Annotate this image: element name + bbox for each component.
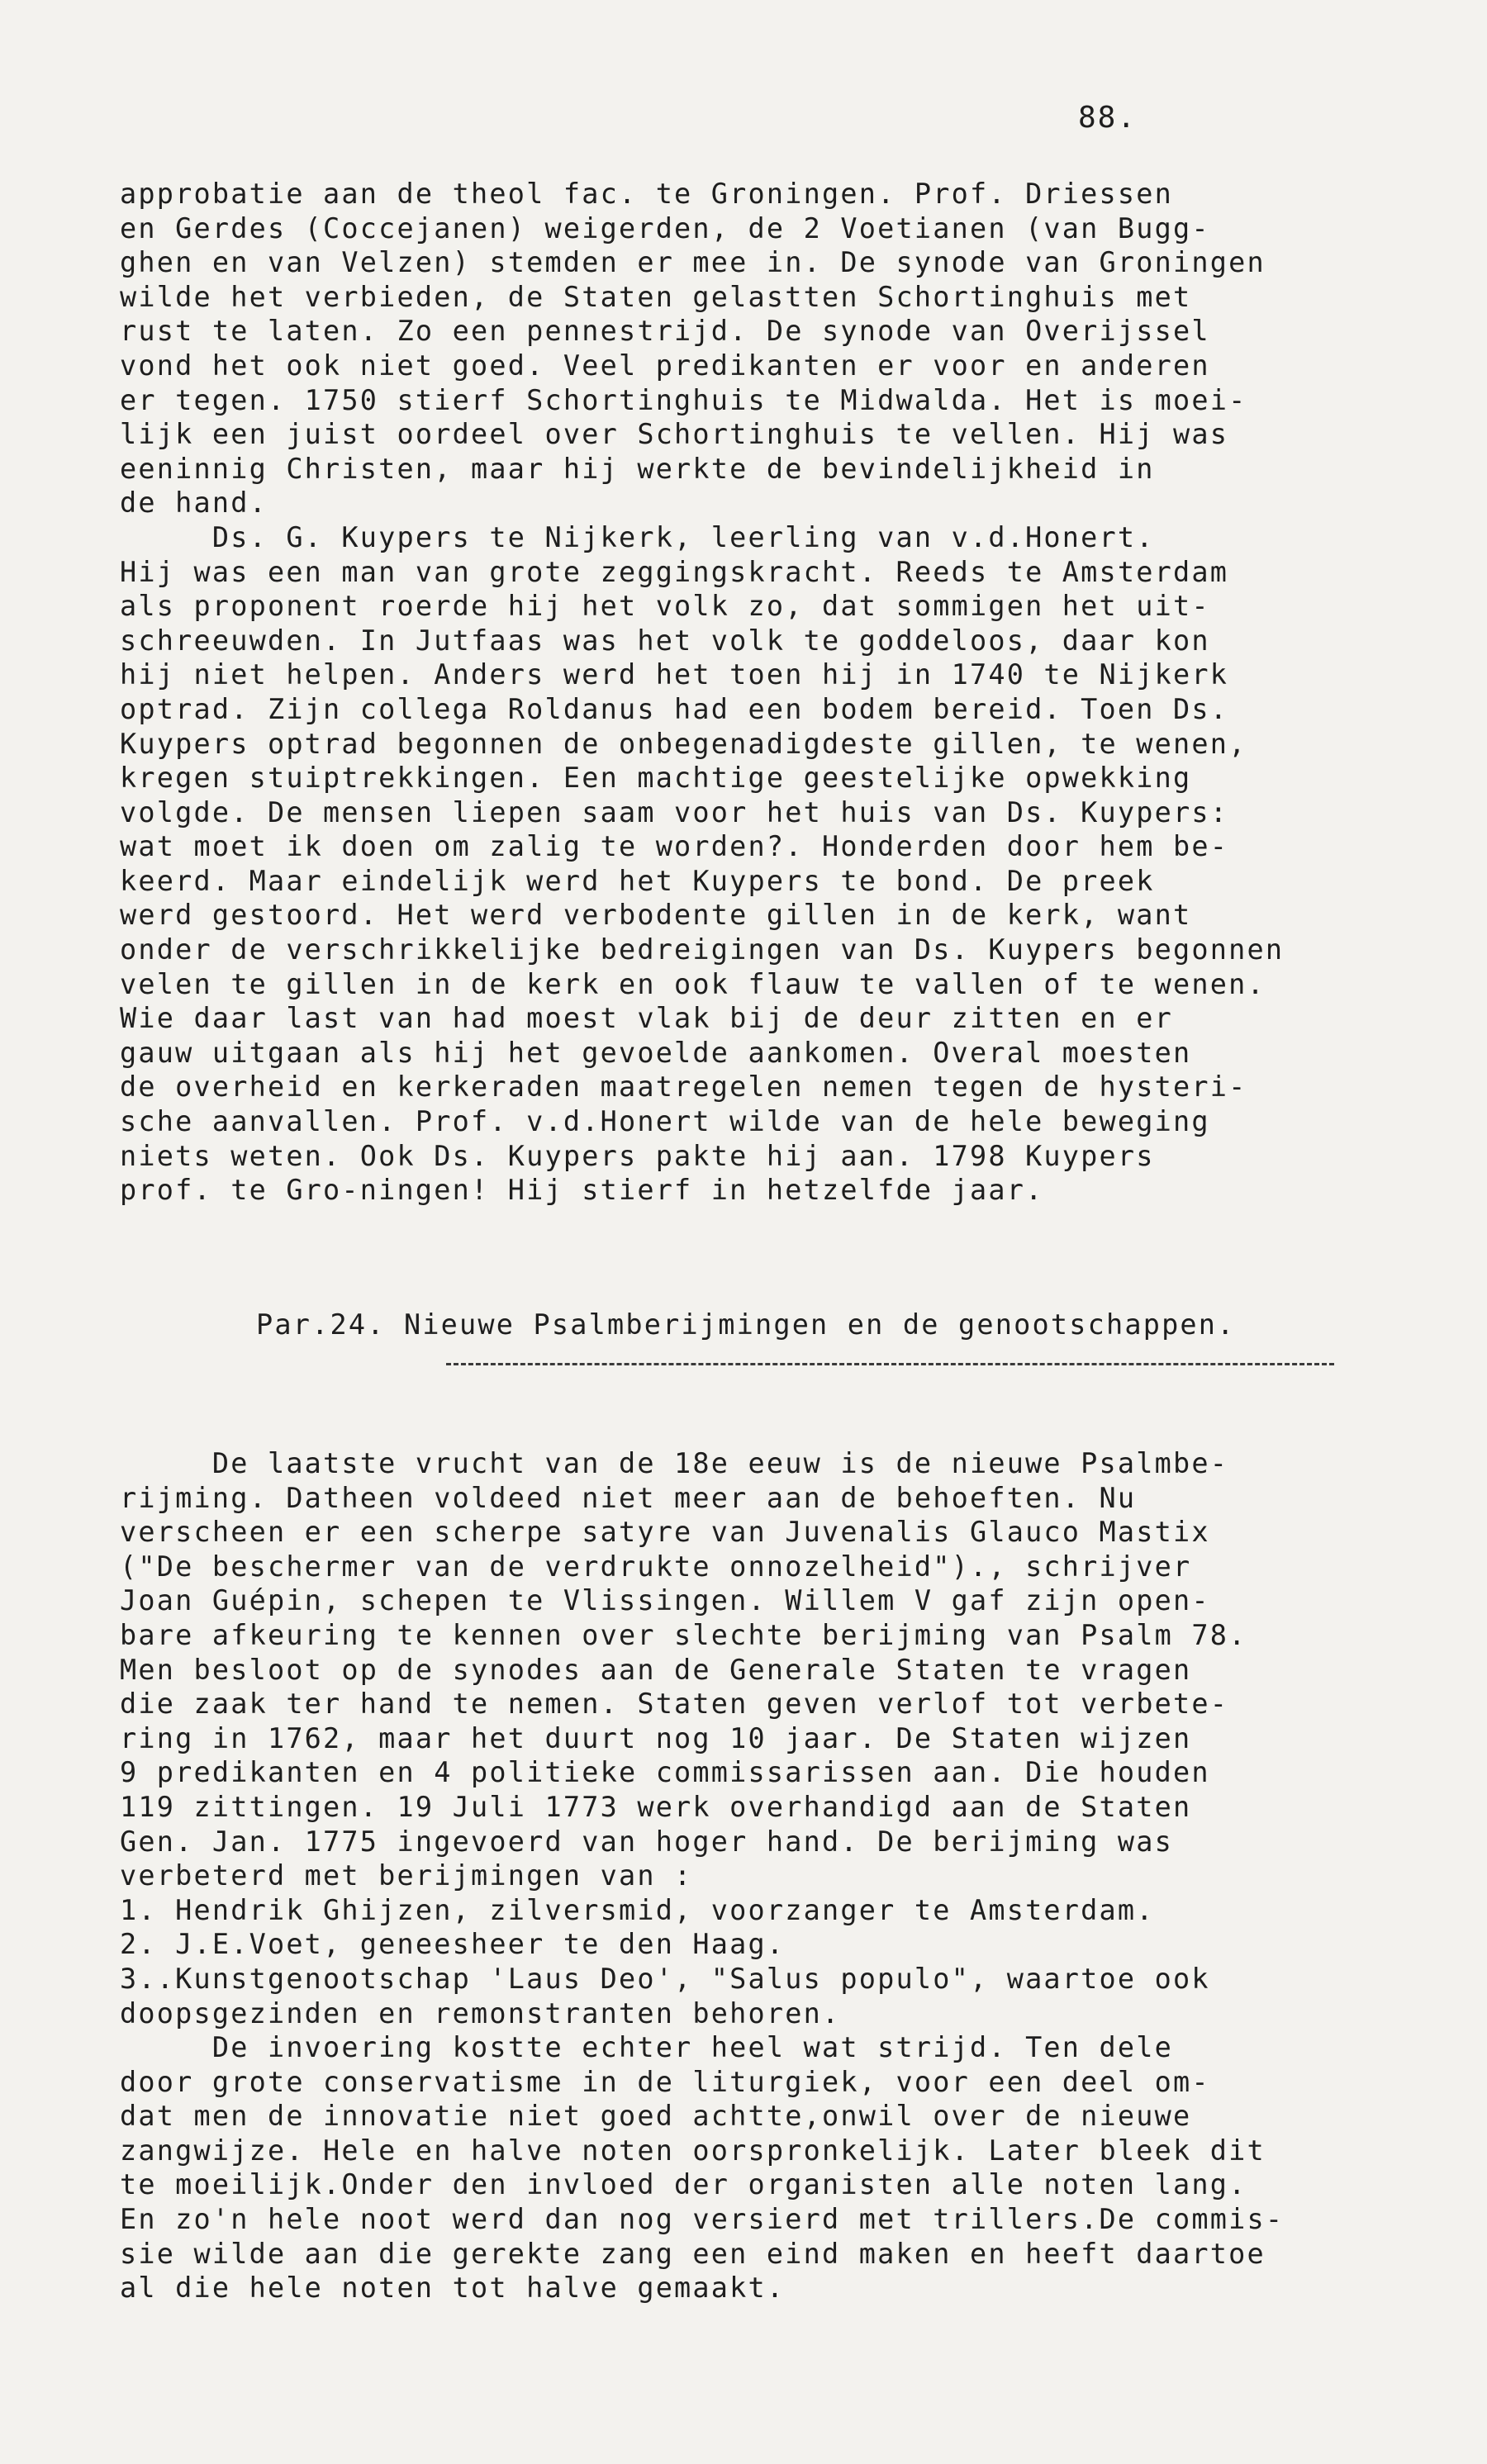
text-line: Men besloot op de synodes aan de Generale Staten te vragen bbox=[120, 1653, 1192, 1686]
text-line: verbeterd met berijmingen van : bbox=[120, 1859, 693, 1892]
text-block-top bbox=[120, 177, 1450, 1208]
text-line: Joan Guépin, schepen te Vlissingen. Willem V gaf zijn open- bbox=[120, 1584, 1210, 1617]
text-line: 9 predikanten en 4 politieke commissarissen aan. Die houden bbox=[120, 1756, 1210, 1789]
text-line: sie wilde aan die gerekte zang een eind maken en heeft daartoe bbox=[120, 2237, 1266, 2270]
text-line: De invoering kostte echter heel wat strijd. Ten dele bbox=[120, 2031, 1174, 2064]
text-line: velen te gillen in de kerk en ook flauw te vallen of te wenen. bbox=[120, 967, 1266, 1000]
section-heading: Par.24. Nieuwe Psalmberijmingen en de genootschappen. bbox=[256, 1308, 1236, 1341]
text-line: kregen stuiptrekkingen. Een machtige geestelijke opwekking bbox=[120, 762, 1192, 795]
text-line: keerd. Maar eindelijk werd het Kuypers te bond. De preek bbox=[120, 864, 1155, 897]
text-line: bare afkeuring te kennen over slechte berijming van Psalm 78. bbox=[120, 1618, 1247, 1651]
text-line: ring in 1762, maar het duurt nog 10 jaar. De Staten wijzen bbox=[120, 1721, 1192, 1754]
text-line: schreeuwden. In Jutfaas was het volk te goddeloos, daar kon bbox=[120, 624, 1210, 657]
text-line: de hand. bbox=[120, 487, 268, 520]
text-line: wat moet ik doen om zalig te worden?. Honderden door hem be- bbox=[120, 830, 1229, 863]
text-line: verscheen er een scherpe satyre van Juvenalis Glauco Mastix bbox=[120, 1516, 1210, 1549]
page-number: 88. bbox=[1078, 101, 1138, 135]
text-line: niets weten. Ook Ds. Kuypers pakte hij aan. 1798 Kuypers bbox=[120, 1139, 1155, 1172]
text-line: lijk een juist oordeel over Schortinghuis te vellen. Hij was bbox=[120, 418, 1229, 451]
text-line: zangwijze. Hele en halve noten oorspronkelijk. Later bleek dit bbox=[120, 2134, 1266, 2167]
text-line: de overheid en kerkeraden maatregelen nemen tegen de hysteri- bbox=[120, 1071, 1247, 1104]
text-line: Kuypers optrad begonnen de onbegenadigdeste gillen, te wenen, bbox=[120, 727, 1247, 760]
text-line: onder de verschrikkelijke bedreigingen van Ds. Kuypers begonnen bbox=[120, 933, 1285, 966]
text-line: approbatie aan de theol fac. te Groningen. Prof. Driessen bbox=[120, 178, 1174, 210]
heading-underline bbox=[446, 1363, 1334, 1365]
text-line: 2. J.E.Voet, geneesheer te den Haag. bbox=[120, 1928, 786, 1961]
text-line: sche aanvallen. Prof. v.d.Honert wilde van de hele beweging bbox=[120, 1105, 1210, 1138]
text-line: ("De beschermer van de verdrukte onnozelheid")., schrijver bbox=[120, 1550, 1192, 1583]
text-line: werd gestoord. Het werd verbodente gillen in de kerk, want bbox=[120, 899, 1192, 932]
text-line: De laatste vrucht van de 18e eeuw is de nieuwe Psalmbe- bbox=[120, 1447, 1229, 1479]
text-line: als proponent roerde hij het volk zo, dat sommigen het uit- bbox=[120, 590, 1210, 623]
text-line: 119 zittingen. 19 Juli 1773 werk overhandigd aan de Staten bbox=[120, 1790, 1192, 1823]
text-line: Ds. G. Kuypers te Nijkerk, leerling van v.d.Honert. bbox=[120, 520, 1155, 553]
text-line: er tegen. 1750 stierf Schortinghuis te Midwalda. Het is moei- bbox=[120, 383, 1247, 416]
text-line: eeninnig Christen, maar hij werkte de bevindelijkheid in bbox=[120, 452, 1155, 485]
text-line: dat men de innovatie niet goed achtte,onwil over de nieuwe bbox=[120, 2100, 1192, 2133]
text-line: al die hele noten tot halve gemaakt. bbox=[120, 2272, 786, 2305]
text-line: 1. Hendrik Ghijzen, zilversmid, voorzanger te Amsterdam. bbox=[120, 1893, 1155, 1926]
text-line: vond het ook niet goed. Veel predikanten er voor en anderen bbox=[120, 349, 1210, 382]
text-line: doopsgezinden en remonstranten behoren. bbox=[120, 1996, 841, 2030]
text-line: en Gerdes (Coccejanen) weigerden, de 2 Voetianen (van Bugg- bbox=[120, 211, 1210, 245]
text-line: En zo'n hele noot werd dan nog versierd met trillers.De commis- bbox=[120, 2203, 1285, 2236]
text-line: optrad. Zijn collega Roldanus had een bodem bereid. Toen Ds. bbox=[120, 692, 1229, 725]
text-line: wilde het verbieden, de Staten gelastten Schortinghuis met bbox=[120, 280, 1192, 313]
text-line: Wie daar last van had moest vlak bij de deur zitten en er bbox=[120, 1002, 1174, 1035]
text-line: 3..Kunstgenootschap 'Laus Deo', "Salus populo", waartoe ook bbox=[120, 1962, 1210, 1995]
text-line: door grote conservatisme in de liturgiek, voor een deel om- bbox=[120, 2065, 1210, 2098]
text-line: Hij was een man van grote zeggingskracht. Reeds te Amsterdam bbox=[120, 555, 1229, 588]
text-line: volgde. De mensen liepen saam voor het huis van Ds. Kuypers: bbox=[120, 795, 1229, 828]
text-line: die zaak ter hand te nemen. Staten geven verlof tot verbete- bbox=[120, 1688, 1229, 1721]
text-block-bottom bbox=[120, 1446, 1450, 2305]
text-line: ghen en van Velzen) stemden er mee in. De synode van Groningen bbox=[120, 246, 1266, 279]
text-line: prof. te Gro-ningen! Hij stierf in hetzelfde jaar. bbox=[120, 1174, 1044, 1207]
text-line: te moeilijk.Onder den invloed der organisten alle noten lang. bbox=[120, 2168, 1247, 2201]
text-line: Gen. Jan. 1775 ingevoerd van hoger hand. De berijming was bbox=[120, 1825, 1174, 1858]
text-line: gauw uitgaan als hij het gevoelde aankomen. Overal moesten bbox=[120, 1036, 1192, 1069]
text-line: hij niet helpen. Anders werd het toen hij in 1740 te Nijkerk bbox=[120, 658, 1229, 691]
text-line: rijming. Datheen voldeed niet meer aan de behoeften. Nu bbox=[120, 1481, 1137, 1514]
text-line: rust te laten. Zo een pennestrijd. De synode van Overijssel bbox=[120, 315, 1210, 348]
